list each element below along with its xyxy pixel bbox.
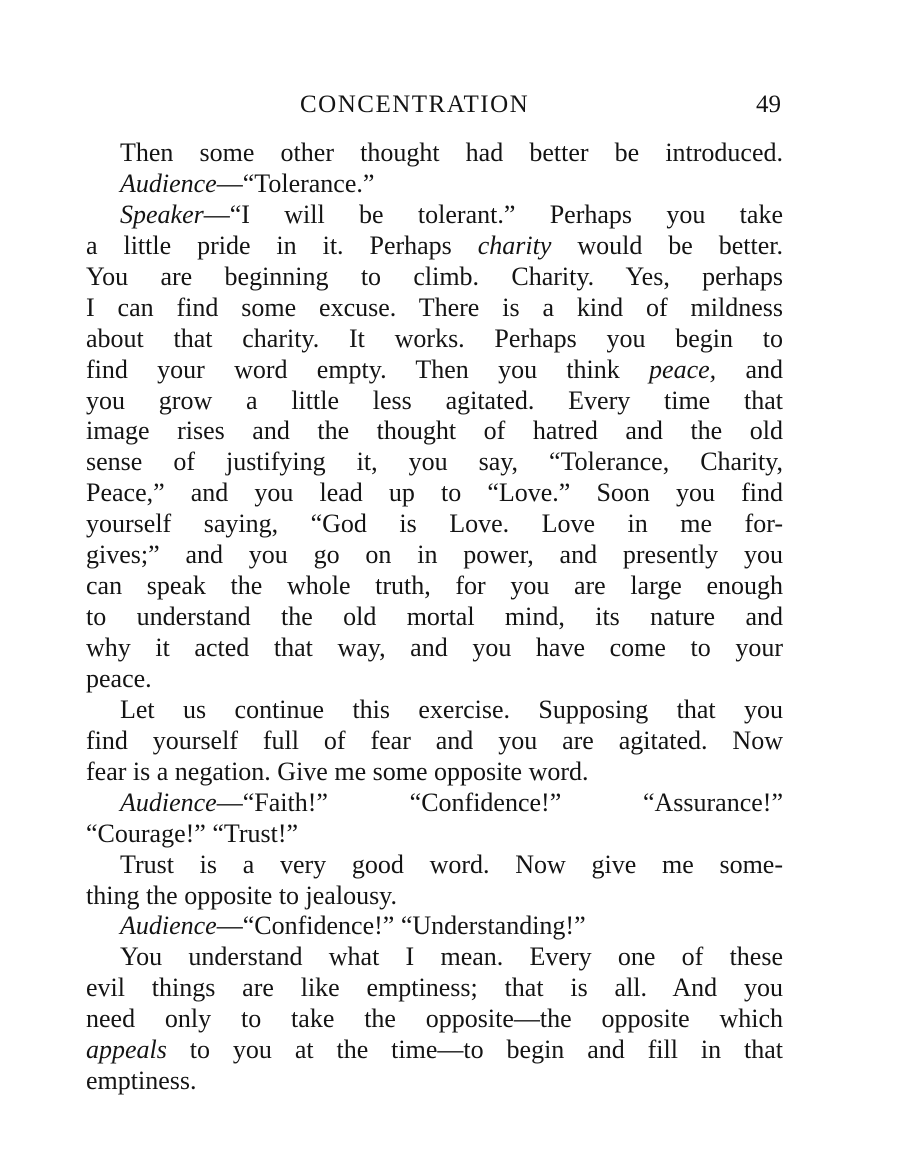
text-line (86, 602, 783, 633)
text-line (86, 416, 783, 447)
text-line (86, 571, 783, 602)
text-line (86, 262, 783, 293)
line-text: and (716, 354, 783, 384)
line-text: thing the opposite to jealousy. (86, 880, 397, 910)
line-text: —“Tolerance.” (216, 168, 375, 198)
text-line (86, 911, 783, 942)
text-line (86, 695, 783, 726)
text-line (86, 973, 783, 1004)
line-text: to understand the old mortal mind, its nature and (86, 602, 783, 632)
line-text: need only to take the opposite—the opposite which (86, 1004, 783, 1034)
text-line (86, 881, 783, 912)
text-line (86, 942, 783, 973)
running-head (0, 88, 897, 122)
text-line (86, 819, 783, 850)
text-line (86, 726, 783, 757)
line-text: peace. (86, 663, 152, 693)
line-text: You understand what I mean. Every one of these (120, 942, 783, 972)
text-line (86, 386, 783, 417)
text-line (86, 1066, 783, 1097)
line-text: “Courage!” “Trust!” (86, 818, 299, 848)
text-line (86, 324, 783, 355)
line-text: you grow a little less agitated. Every time that (86, 385, 783, 415)
text-line (86, 850, 783, 881)
italic-text: appeals (86, 1035, 167, 1065)
line-text: Then some other thought had better be introduced. (120, 138, 783, 167)
italic-text: Audience (120, 168, 217, 198)
line-text: would be better. (551, 230, 783, 260)
line-text: about that charity. It works. Perhaps you begin to (86, 323, 783, 353)
text-line (86, 200, 783, 231)
text-line (86, 757, 783, 788)
text-line (86, 540, 783, 571)
text-line (86, 1035, 783, 1066)
italic-text: Audience (120, 911, 217, 941)
line-text: I can find some excuse. There is a kind of mildness (86, 292, 783, 322)
running-title: CONCENTRATION (300, 91, 530, 118)
line-text: find your word empty. Then you think (86, 354, 650, 384)
text-line (86, 509, 783, 540)
line-text: sense of justifying it, you say, “Tolerance, Charity, (86, 447, 783, 477)
line-text: gives;” and you go on in power, and presently you (86, 540, 783, 570)
page-number: 49 (756, 91, 781, 118)
italic-text: peace, (649, 354, 717, 384)
text-line (86, 788, 783, 819)
text-line (86, 231, 783, 262)
text-line (86, 138, 783, 169)
text-line (86, 478, 783, 509)
line-text: image rises and the thought of hatred and the old (86, 416, 783, 446)
line-text: Peace,” and you lead up to “Love.” Soon you find (86, 478, 783, 508)
line-text: Let us continue this exercise. Supposing that you (120, 694, 783, 724)
text-line (86, 293, 783, 324)
line-text: a little pride in it. Perhaps (86, 230, 478, 260)
text-line (86, 633, 783, 664)
line-text: —“Confidence!” “Understanding!” (216, 911, 586, 941)
italic-text: Speaker (120, 199, 204, 229)
body-text (86, 138, 783, 1097)
text-line (86, 355, 783, 386)
line-text: yourself saying, “God is Love. Love in me for- (86, 509, 783, 539)
line-text: can speak the whole truth, for you are large enough (86, 571, 783, 601)
line-text: Trust is a very good word. Now give me some- (120, 849, 783, 879)
line-text: You are beginning to climb. Charity. Yes, perhaps (86, 261, 783, 291)
line-text: find yourself full of fear and you are agitated. Now (86, 725, 783, 755)
italic-text: Audience (120, 787, 217, 817)
italic-text: charity (477, 230, 552, 260)
line-text: —“Faith!” “Confidence!” “Assurance!” (216, 787, 783, 817)
text-line (86, 447, 783, 478)
text-line (86, 1004, 783, 1035)
line-text: to you at the time—to begin and fill in that (166, 1035, 783, 1065)
text-line (86, 169, 783, 200)
line-text: fear is a negation. Give me some opposite word. (86, 756, 589, 786)
line-text: why it acted that way, and you have come to your (86, 633, 783, 662)
line-text: emptiness. (86, 1066, 197, 1096)
line-text: —“I will be tolerant.” Perhaps you take (203, 199, 783, 229)
text-line (86, 664, 783, 695)
line-text: evil things are like emptiness; that is all. And you (86, 973, 783, 1003)
